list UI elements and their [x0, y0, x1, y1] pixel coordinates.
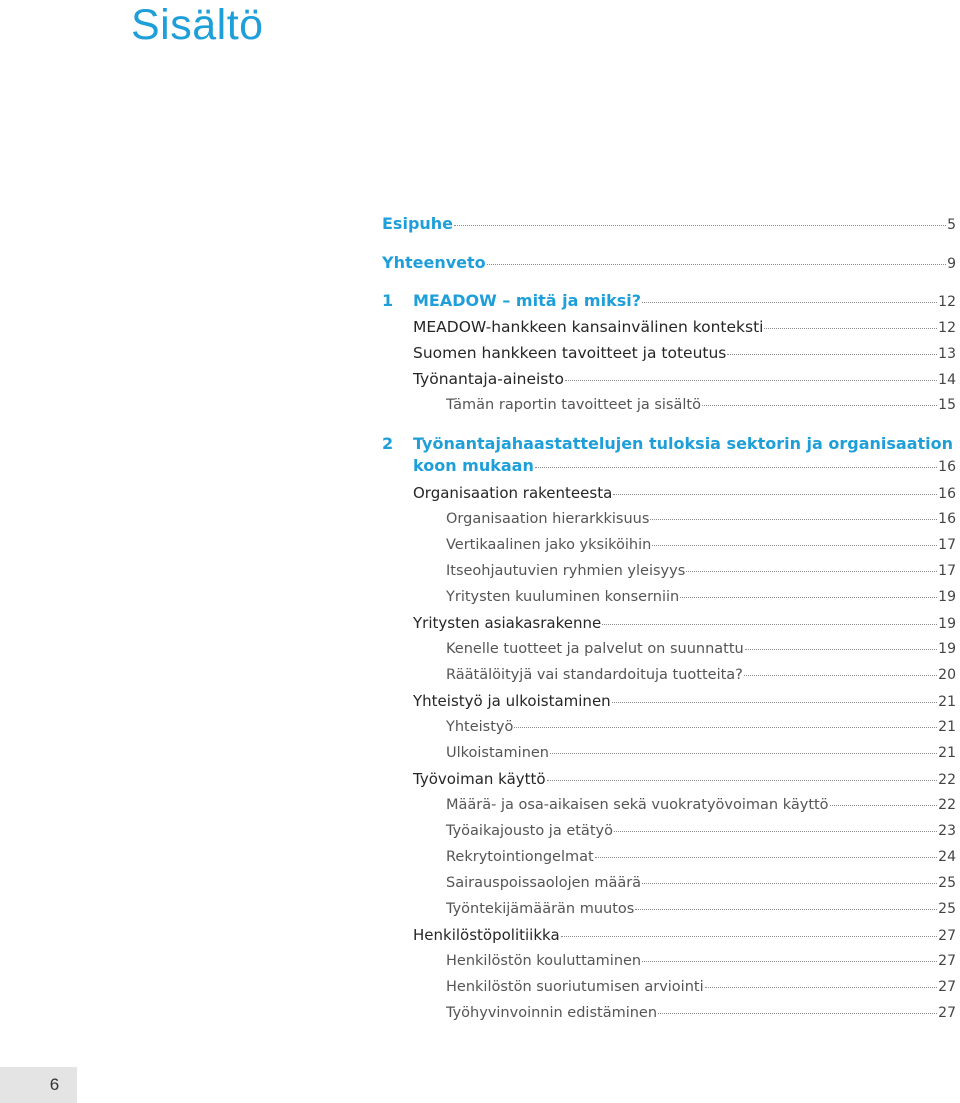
- dot-leader: [550, 753, 937, 754]
- dot-leader: [650, 519, 937, 520]
- toc-page-number: 20: [938, 667, 956, 683]
- dot-leader: [745, 649, 937, 650]
- toc-page-number: 22: [938, 772, 956, 788]
- toc-entry-title: Tämän raportin tavoitteet ja sisältö: [446, 397, 701, 413]
- dot-leader: [764, 328, 937, 329]
- toc-entry-title: Työhyvinvoinnin edistäminen: [446, 1005, 658, 1021]
- toc-entry[interactable]: [446, 977, 956, 997]
- dot-leader: [642, 302, 937, 303]
- toc-entry-title: koon mukaan: [413, 456, 534, 475]
- toc-page-number: 17: [938, 563, 956, 579]
- toc-page-number: 23: [938, 823, 956, 839]
- toc-entry-title: Itseohjautuvien ryhmien yleisyys: [446, 563, 686, 579]
- toc-page-number: 15: [938, 397, 956, 413]
- toc-entry[interactable]: [413, 343, 956, 364]
- dot-leader: [595, 857, 937, 858]
- toc-page-number: 12: [938, 294, 956, 310]
- toc-entry[interactable]: [413, 769, 956, 790]
- dot-leader: [602, 624, 937, 625]
- dot-leader: [642, 883, 937, 884]
- toc-entry[interactable]: [413, 613, 956, 634]
- toc-page-number: 21: [938, 745, 956, 761]
- dot-leader: [535, 467, 937, 468]
- toc-page-number: 14: [938, 372, 956, 388]
- toc-chapter-heading[interactable]: [382, 433, 954, 455]
- dot-leader: [652, 545, 937, 546]
- dot-leader: [613, 494, 937, 495]
- toc-entry-title: Määrä- ja osa-aikaisen sekä vuokratyövoiman käyttö: [446, 797, 829, 813]
- toc-entry[interactable]: [446, 509, 956, 529]
- toc-page-number: 25: [938, 875, 956, 891]
- toc-page-number: 27: [938, 953, 956, 969]
- dot-leader: [514, 727, 937, 728]
- toc-entry[interactable]: [446, 1003, 956, 1023]
- toc-entry-title: Rekrytointiongelmat: [446, 849, 594, 865]
- toc-entry[interactable]: [446, 639, 956, 659]
- dot-leader: [565, 380, 937, 381]
- dot-leader: [454, 225, 946, 226]
- toc-page-number: 22: [938, 797, 956, 813]
- toc-entry[interactable]: [446, 821, 956, 841]
- toc-entry[interactable]: [446, 847, 956, 867]
- toc-entry-title: Henkilöstön suoriutumisen arviointi: [446, 979, 704, 995]
- dot-leader: [547, 780, 938, 781]
- toc-page-number: 21: [938, 694, 956, 710]
- toc-entry[interactable]: [446, 743, 956, 763]
- dot-leader: [658, 1013, 937, 1014]
- toc-page-number: 19: [938, 589, 956, 605]
- toc-entry-title: Organisaation hierarkkisuus: [446, 511, 650, 527]
- toc-entry[interactable]: [446, 587, 956, 607]
- toc-page-number: 21: [938, 719, 956, 735]
- toc-page-number: 25: [938, 901, 956, 917]
- toc-entry-title: Yhteistyö ja ulkoistaminen: [413, 692, 611, 710]
- toc-page-number: 27: [938, 979, 956, 995]
- toc-entry-title: Työvoiman käyttö: [413, 770, 546, 788]
- toc-entry[interactable]: [446, 717, 956, 737]
- toc-page-number: 16: [938, 459, 956, 475]
- toc-entry[interactable]: [446, 899, 956, 919]
- toc-chapter-number: 2: [382, 434, 394, 453]
- toc-entry[interactable]: [413, 925, 956, 946]
- toc-page-number: 19: [938, 641, 956, 657]
- dot-leader: [744, 675, 937, 676]
- dot-leader: [561, 936, 938, 937]
- dot-leader: [705, 987, 938, 988]
- toc-page-number: 27: [938, 1005, 956, 1021]
- toc-page-number: 16: [938, 486, 956, 502]
- toc-entry-title: Työnantaja-aineisto: [413, 370, 564, 388]
- toc-entry-title: Yhteenveto: [382, 253, 486, 272]
- dot-leader: [680, 597, 937, 598]
- toc-entry[interactable]: [413, 691, 956, 712]
- dot-leader: [686, 571, 937, 572]
- dot-leader: [642, 961, 937, 962]
- toc-entry-title: Esipuhe: [382, 214, 454, 233]
- toc-page-number: 19: [938, 616, 956, 632]
- page-number: 6: [49, 1075, 60, 1094]
- toc-entry-title: Vertikaalinen jako yksiköihin: [446, 537, 652, 553]
- toc-entry[interactable]: [446, 665, 956, 685]
- toc-entry[interactable]: [413, 317, 956, 338]
- toc-entry[interactable]: [413, 456, 956, 477]
- toc-page-number: 16: [938, 511, 956, 527]
- toc-page-number: 12: [938, 320, 956, 336]
- toc-entry[interactable]: [413, 483, 956, 504]
- toc-entry[interactable]: [446, 395, 956, 415]
- toc-entry[interactable]: [382, 291, 956, 312]
- toc-entry-title: Kenelle tuotteet ja palvelut on suunnattu: [446, 641, 744, 657]
- toc-entry-title: Ulkoistaminen: [446, 745, 550, 761]
- toc-page-number: 24: [938, 849, 956, 865]
- toc-page-number: 13: [938, 346, 956, 362]
- toc-entry-title: Yhteistyö: [446, 719, 514, 735]
- toc-entry-title: Yritysten asiakasrakenne: [413, 614, 602, 632]
- toc-entry-title: MEADOW-hankkeen kansainvälinen konteksti: [413, 318, 764, 336]
- toc-entry-title: Organisaation rakenteesta: [413, 484, 613, 502]
- toc-entry-title: Sairauspoissaolojen määrä: [446, 875, 642, 891]
- toc-entry-title: Henkilöstöpolitiikka: [413, 926, 560, 944]
- toc-entry[interactable]: [446, 873, 956, 893]
- dot-leader: [614, 831, 937, 832]
- dot-leader: [487, 264, 946, 265]
- page-title: Sisältö: [131, 1, 264, 49]
- toc-entry-title: MEADOW – mitä ja miksi?: [413, 291, 642, 310]
- toc-entry[interactable]: [446, 535, 956, 555]
- toc-chapter-number: 1: [382, 291, 394, 310]
- toc-entry[interactable]: [382, 253, 956, 274]
- dot-leader: [635, 909, 937, 910]
- dot-leader: [727, 354, 937, 355]
- toc-entry[interactable]: [413, 369, 956, 390]
- dot-leader: [612, 702, 937, 703]
- toc-page-number: 17: [938, 537, 956, 553]
- toc-page-number: 9: [947, 256, 956, 272]
- dot-leader: [830, 805, 938, 806]
- toc-entry[interactable]: [382, 214, 956, 235]
- toc-entry-title: Suomen hankkeen tavoitteet ja toteutus: [413, 344, 727, 362]
- toc-entry-title: Henkilöstön kouluttaminen: [446, 953, 642, 969]
- toc-entry-title: Räätälöityjä vai standardoituja tuotteita?: [446, 667, 743, 683]
- toc-entry-title: Työntekijämäärän muutos: [446, 901, 635, 917]
- toc-entry[interactable]: [446, 795, 956, 815]
- toc-page-number: 27: [938, 928, 956, 944]
- toc-entry-title: Työaikajousto ja etätyö: [446, 823, 613, 839]
- toc-page-number: 5: [947, 217, 956, 233]
- toc-entry[interactable]: [446, 951, 956, 971]
- toc-entry-title: Työnantajahaastattelujen tuloksia sektorin ja organisaation: [413, 434, 954, 453]
- toc-entry-title: Yritysten kuuluminen konserniin: [446, 589, 680, 605]
- dot-leader: [702, 405, 937, 406]
- toc-entry[interactable]: [446, 561, 956, 581]
